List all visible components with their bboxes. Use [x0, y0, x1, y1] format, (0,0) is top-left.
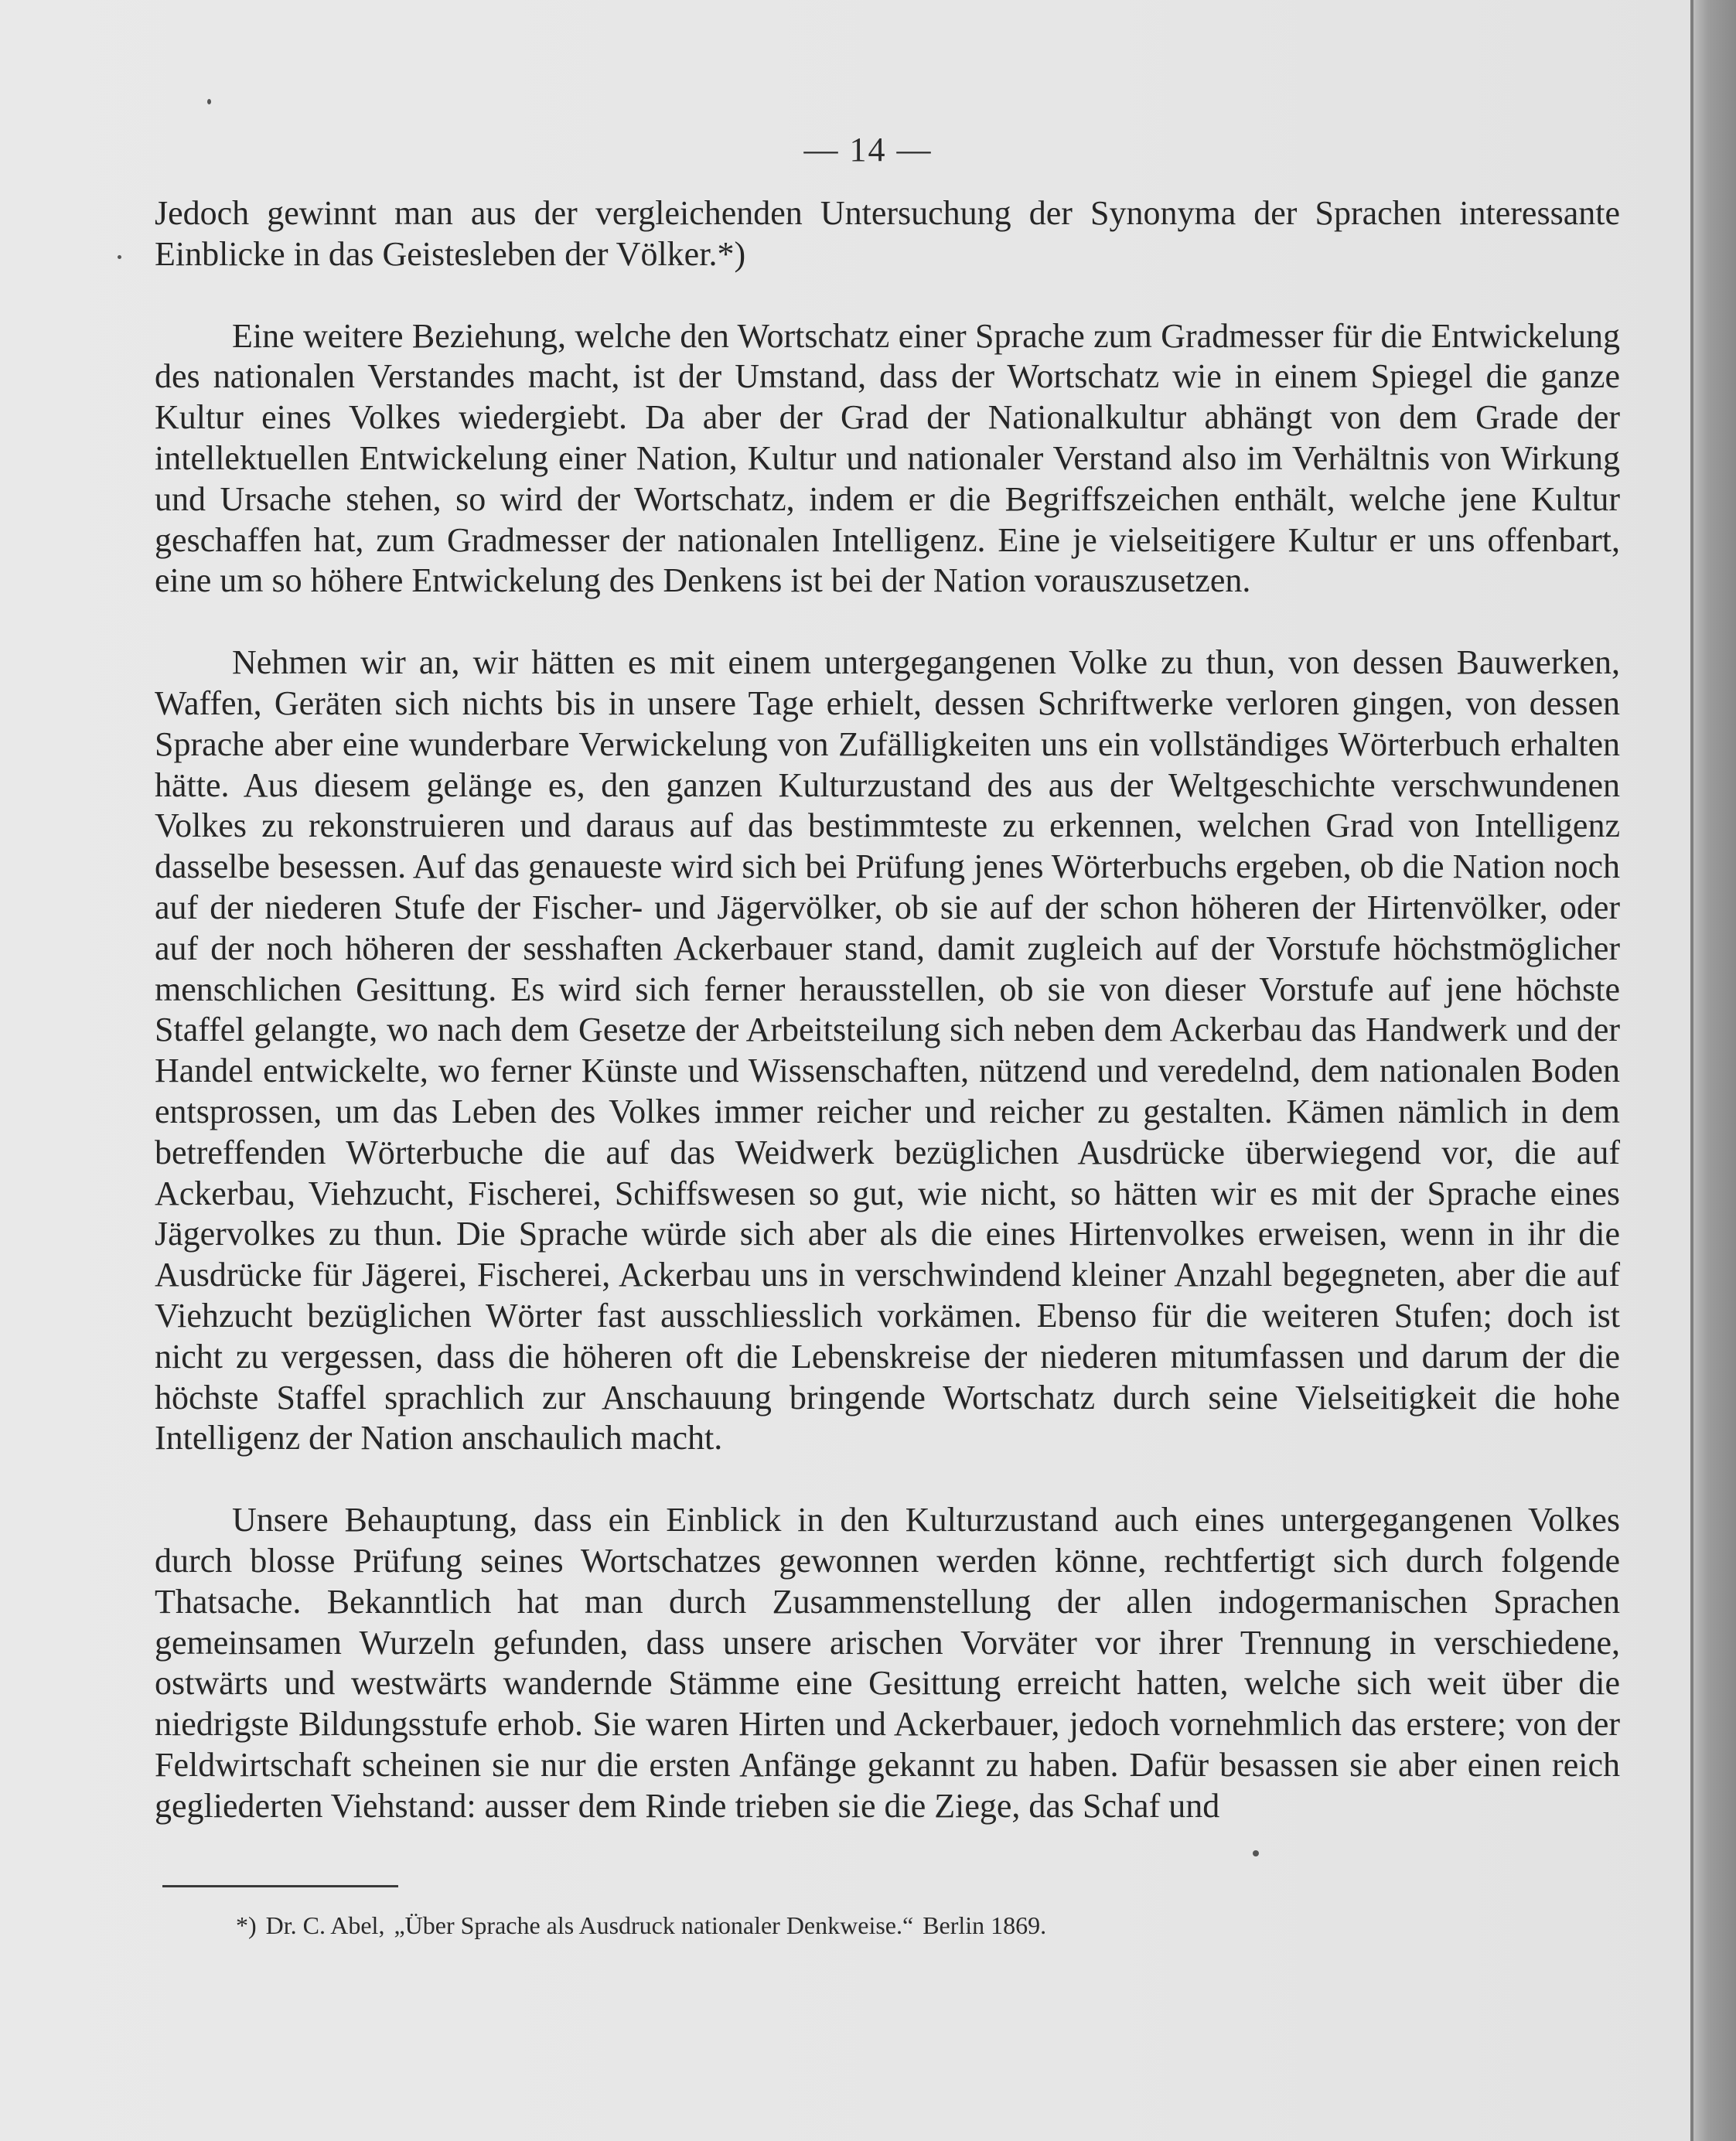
- ink-speck: [207, 99, 211, 104]
- footnote-separator: [162, 1885, 398, 1887]
- footnote-author: Dr. C. Abel,: [265, 1911, 385, 1939]
- paragraph-2: Eine weitere Beziehung, welche den Wortschatz einer Sprache zum Gradmesser für die Entwickelung des nationalen Verstandes macht, ist der Umstand, dass der Wortschatz wie in einem Spiegel die ganze Kultur eines Volkes wiedergiebt. Da aber der Grad der Nationalkultur abhängt von dem Grade der intellektuellen Entwickelung einer Nation, Kultur und nationaler Verstand also im Verhältnis von Wirkung und Ursache stehen, so wird der Wortschatz, indem er die Begriffszeichen enthält, welche jene Kultur geschaffen hat, zum Gradmesser der nationalen Intelligenz. Eine je vielseitigere Kultur er uns offenbart, eine um so höhere Entwickelung des Denkens ist bei der Nation vorauszusetzen.: [155, 316, 1620, 600]
- paragraph-1: Jedoch gewinnt man aus der vergleichenden Untersuchung der Synonyma der Sprachen interessante Einblicke in das Geistesleben der Völker.*): [155, 194, 1620, 273]
- paragraph-3: Nehmen wir an, wir hätten es mit einem untergegangenen Volke zu thun, von dessen Bauwerken, Waffen, Geräten sich nichts bis in unsere Tage erhielt, dessen Schriftwerke verloren gingen, von dessen Sprache aber eine wunderbare Verwickelung von Zufälligkeiten uns ein vollständiges Wörterbuch erhalten hätte. Aus diesem gelänge es, den ganzen Kulturzustand des aus der Weltgeschichte verschwundenen Volkes zu rekonstruieren und daraus auf das bestimmteste zu erkennen, welchen Grad von Intelligenz dasselbe besessen. Auf das genaueste wird sich bei Prüfung jenes Wörterbuchs ergeben, ob die Nation noch auf der niederen Stufe der Fischer- und Jägervölker, ob sie auf der schon höheren der Hirtenvölker, oder auf der noch höheren der sesshaften Ackerbauer stand, damit zugleich auf der Vorstufe höchstmöglicher menschlichen Gesittung. Es wird sich ferner herausstellen, ob sie von dieser Vorstufe auf jene höchste Staffel gelangte, wo nach dem Gesetze der Arbeitsteilung sich neben dem Ackerbau das Handwerk und der Handel entwickelte, wo ferner Künste und Wissenschaften, nützend und veredelnd, dem nationalen Boden entsprossen, um das Leben des Volkes immer reicher und reicher zu gestalten. Kämen nämlich in dem betreffenden Wörterbuche die auf das Weidwerk bezüglichen Ausdrücke überwiegend vor, die auf Ackerbau, Viehzucht, Fischerei, Schiffswesen so gut, wie nicht, so hätten wir es mit der Sprache eines Jägervolkes zu thun. Die Sprache würde sich aber als die eines Hirtenvolkes erweisen, wenn in ihr die Ausdrücke für Jägerei, Fischerei, Ackerbau uns in verschwindend kleiner Anzahl begegneten, aber die auf Viehzucht bezüglichen Wörter fast ausschliesslich vorkämen. Ebenso für die weiteren Stufen; doch ist nicht zu vergessen, dass die höheren oft die Lebenskreise der niederen mitumfassen und darum der die höchste Staffel sprachlich zur Anschauung bringende Wortschatz durch seine Vielseitigkeit die hohe Intelligenz der Nation anschaulich macht.: [155, 643, 1620, 1457]
- footnote-marker: *): [236, 1911, 257, 1939]
- footnote-place-year: Berlin 1869.: [923, 1911, 1047, 1939]
- ink-speck: [118, 255, 121, 259]
- footnote-title: „Über Sprache als Ausdruck nationaler Denkweise.“: [394, 1911, 914, 1939]
- body-text: [155, 193, 1620, 1826]
- paragraph-4: Unsere Behauptung, dass ein Einblick in den Kulturzustand auch eines untergegangenen Volkes durch blosse Prüfung seines Wortschatzes gewonnen werden könne, rechtfertigt sich durch folgende Thatsache. Bekanntlich hat man durch Zusammenstellung der allen indogermanischen Sprachen gemeinsamen Wurzeln gefunden, dass unsere arischen Vorväter vor ihrer Trennung in verschiedene, ostwärts und westwärts wandernde Stämme eine Gesittung erreicht hatten, welche sich weit über die niedrigste Bildungsstufe erhob. Sie waren Hirten und Ackerbauer, jedoch vornehmlich das erstere; von der Feldwirtschaft scheinen sie nur die ersten Anfänge gekannt zu haben. Dafür besassen sie aber einen reich gegliederten Viehstand: ausser dem Rinde trieben sie die Ziege, das Schaf und: [155, 1501, 1620, 1825]
- page-number: — 14 —: [803, 131, 933, 169]
- page-binding-edge: [1693, 0, 1736, 2141]
- ink-speck: [1253, 1850, 1259, 1856]
- footnote: [236, 1911, 1473, 1940]
